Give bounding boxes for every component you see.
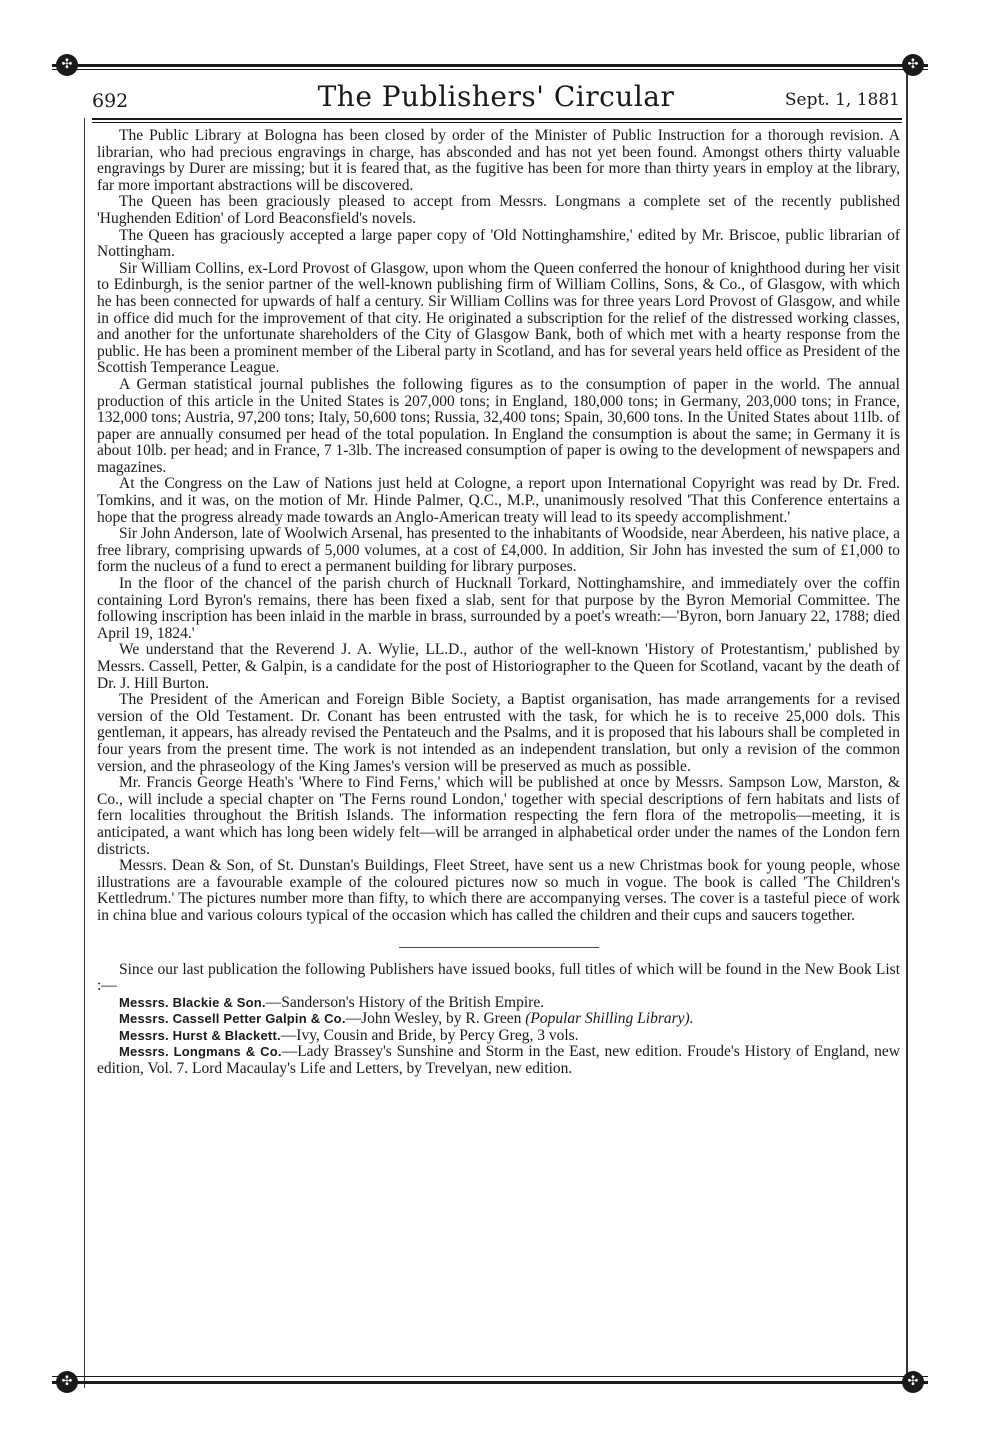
page-border-right xyxy=(906,70,908,1388)
page-border-top xyxy=(52,64,928,67)
corner-ornament-icon: ✣ xyxy=(902,54,924,76)
paragraph-cologne-congress: At the Congress on the Law of Nations just held at Cologne, a report upon International Copyright was read by Dr. Fred. Tomkins, and it was, on the motion of Mr. Hinde Palmer, Q.C., M.P., unanimously resolved 'That this Conference entertains a hope that the progress already made towards an Anglo-American treaty will lead to its speedy accomplishment.' xyxy=(97,475,900,526)
publisher-name: Messrs. Blackie & Son. xyxy=(119,994,266,1010)
publisher-name: Messrs. Cassell Petter Galpin & Co. xyxy=(119,1011,346,1027)
paragraph-wylie-candidate: We understand that the Reverend J. A. Wylie, LL.D., author of the well-known 'History of Protestantism,' published by Messrs. Cassell, Petter, & Galpin, is a candidate for the post of Historiographer to the Queen for Scotland, vacant by the death of Dr. J. Hill Burton. xyxy=(97,641,900,692)
issue-date: Sept. 1, 1881 xyxy=(784,90,900,110)
corner-ornament-icon: ✣ xyxy=(902,1371,924,1393)
page-border-left xyxy=(84,118,85,1388)
page-number: 692 xyxy=(92,90,129,112)
paragraph-byron-slab: In the floor of the chancel of the parish church of Hucknall Torkard, Nottinghamshire, and immediately over the coffin containing Lord Byron's remains, there has been fixed a slab, sent for that purpose by the Byron Memorial Committee. The following inscription has been inlaid in the marble in brass, surrounded by a poet's wreath:—'Byron, born January 22, 1788; died April 19, 1824.' xyxy=(97,575,900,642)
publisher-entry xyxy=(97,1044,900,1077)
article-body xyxy=(97,128,900,1078)
publishers-notice-intro: Since our last publication the following Publishers have issued books, full titles of which will be found in the New Book List :— xyxy=(97,960,900,995)
header-rule-thin xyxy=(92,122,902,123)
publisher-books: —John Wesley, by R. Green xyxy=(345,1010,526,1028)
publisher-name: Messrs. Hurst & Blackett. xyxy=(119,1027,281,1043)
publisher-books: —Sanderson's History of the British Empire. xyxy=(265,993,545,1011)
paragraph-bible-revision: The President of the American and Foreign Bible Society, a Baptist organisation, has made arrangements for a revised version of the Old Testament. Dr. Conant has been entrusted with the task, for which he is to receive 25,000 dols. This gentleman, it appears, has already revised the Pentateuch and the Psalms, and it is proposed that his labours shall be completed in four years from the present time. The work is not intended as an independent translation, but only a revision of the common version, and the phraseology of the King James's version will be preserved as much as possible. xyxy=(97,691,900,775)
page-border-top-inner xyxy=(52,69,928,70)
corner-ornament-icon: ✣ xyxy=(56,1371,78,1393)
page-border-bottom xyxy=(52,1381,928,1384)
publisher-entry xyxy=(97,995,900,1012)
publisher-entry xyxy=(97,1011,900,1028)
series-title: (Popular Shilling Library). xyxy=(525,1010,694,1028)
section-divider xyxy=(399,947,599,948)
paragraph-william-collins: Sir William Collins, ex-Lord Provost of Glasgow, upon whom the Queen conferred the honour of knighthood during her visit to Edinburgh, is the senior partner of the well-known publishing firm of William Collins, Sons, & Co., of Glasgow, with which he has been connected for upwards of half a century. Sir William Collins was for three years Lord Provost of Glasgow, and while in office did much for the improvement of that city. He originated a subscription for the relief of the distressed working classes, and another for the unfortunate shareholders of the City of Glasgow Bank, both of which met with a hearty response from the public. He has been a prominent member of the Liberal party in Scotland, and has for several years held office as President of the Scottish Temperance League. xyxy=(97,259,900,377)
paragraph-paper-consumption: A German statistical journal publishes the following figures as to the consumption of paper in the world. The annual production of this article in the United States is 207,000 tons; in England, 180,000 tons; in Germany, 203,000 tons; in France, 132,000 tons; Austria, 97,200 tons; Italy, 50,600 tons; Russia, 32,400 tons; Spain, 30,600 tons. In the United States about 11lb. of paper are annually consumed per head of the total population. In England the consumption is about the same; in Germany it is about 10lb. per head; and in France, 7 1-3lb. The increased consumption of paper is owing to the development of newspapers and magazines. xyxy=(97,375,900,476)
page-header xyxy=(92,80,900,116)
publisher-books: —Lady Brassey's Sunshine and Storm in the East, new edition. Froude's History of England, new edition, Vol. 7. Lord Macaulay's Life and Letters, by Trevelyan, new edition. xyxy=(97,1043,900,1078)
publisher-entry xyxy=(97,1028,900,1045)
corner-ornament-icon: ✣ xyxy=(56,54,78,76)
header-rule xyxy=(92,118,902,120)
paragraph-bologna-library: The Public Library at Bologna has been closed by order of the Minister of Public Instruction for a thorough revision. A librarian, who had precious engravings in charge, has absconded and has not yet been found. Amongst others thirty valuable engravings by Durer are missing; but it is feared that, as the fugitive has been for more than thirty years in employ at the library, far more important abstractions will be discovered. xyxy=(97,127,900,194)
page-border-bottom-inner xyxy=(52,1376,928,1377)
paragraph-old-nottinghamshire: The Queen has graciously accepted a large paper copy of 'Old Nottinghamshire,' edited by Mr. Briscoe, public librarian of Nottingham. xyxy=(97,226,900,261)
publisher-books: —Ivy, Cousin and Bride, by Percy Greg, 3 vols. xyxy=(280,1026,579,1044)
paragraph-where-to-find-ferns: Mr. Francis George Heath's 'Where to Find Ferns,' which will be published at once by Messrs. Sampson Low, Marston, & Co., will include a special chapter on 'The Ferns round London,' together with special descriptions of fern habitats and lists of fern localities throughout the British Islands. The information respecting the fern flora of the metropolis—meeting, it is anticipated, a want which has long been widely felt—will be arranged in alphabetical order under the names of the London fern districts. xyxy=(97,774,900,858)
publisher-name: Messrs. Longmans & Co. xyxy=(119,1044,282,1060)
paragraph-john-anderson: Sir John Anderson, late of Woolwich Arsenal, has presented to the inhabitants of Woodside, near Aberdeen, his native place, a free library, comprising upwards of 5,000 volumes, at a cost of £4,000. In addition, Sir John has invested the sum of £1,000 to form the nucleus of a fund to erect a permanent building for library purposes. xyxy=(97,525,900,576)
journal-title: The Publishers' Circular xyxy=(317,80,675,113)
paragraph-hughenden-edition: The Queen has been graciously pleased to accept from Messrs. Longmans a complete set of the recently published 'Hughenden Edition' of Lord Beaconsfield's novels. xyxy=(97,193,900,227)
paragraph-childrens-kettledrum: Messrs. Dean & Son, of St. Dunstan's Buildings, Fleet Street, have sent us a new Christmas book for young people, whose illustrations are a favourable example of the coloured pictures now so much in vogue. The book is called 'The Children's Kettledrum.' The pictures number more than fifty, to which there are accompanying verses. The cover is a tasteful piece of work in china blue and various colours typical of the occasion which has called the children and their cups and saucers together. xyxy=(97,857,900,924)
